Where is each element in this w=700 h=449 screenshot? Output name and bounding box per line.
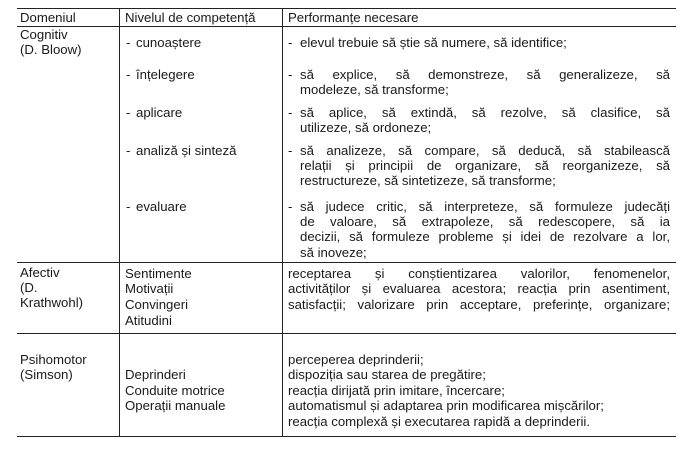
perf-evaluare-line-4: să inoveze;: [300, 245, 367, 260]
level-analiza-sinteza: analiză și sinteză: [136, 143, 237, 158]
performance-bullet: -: [288, 199, 293, 214]
cognitive-domain-author: (D. Bloow): [20, 42, 82, 57]
affective-domain-name: Afectiv: [20, 265, 60, 280]
psychomotor-domain-name: Psihomotor: [20, 352, 87, 367]
psychomotor-domain-author: (Simson): [20, 367, 73, 382]
table-top-border: [17, 8, 676, 9]
performance-bullet: -: [288, 67, 293, 82]
affective-domain-author-1: (D.: [20, 280, 38, 295]
affective-level-motivatii: Motivații: [125, 281, 174, 296]
column-divider-2: [282, 8, 283, 436]
performance-bullet: -: [288, 143, 293, 158]
perf-aplicare-line-2: utilizeze, să ordoneze;: [300, 120, 432, 135]
header-performance: Performanțe necesare: [288, 10, 419, 25]
affective-perf-line-1: receptarea și conștientizarea valorilor, fenomenelor,: [288, 266, 670, 281]
affective-level-sentimente: Sentimente: [125, 266, 192, 281]
cognitive-domain-name: Cognitiv: [20, 27, 68, 42]
psychomotor-level-operatii: Operații manuale: [125, 398, 226, 413]
cognitive-bottom-border: [17, 262, 676, 263]
header-level: Nivelul de competență: [125, 10, 256, 25]
psychomotor-level-conduite: Conduite motrice: [125, 383, 225, 398]
perf-evaluare-line-2: de valoare, să extrapoleze, să redescopere, să ia: [300, 214, 670, 229]
psychomotor-perf-line-4: automatismul și adaptarea prin modificarea mișcărilor;: [288, 398, 604, 413]
affective-level-atitudini: Atitudini: [125, 313, 172, 328]
table-bottom-border: [17, 436, 676, 437]
psychomotor-perf-line-5: reacția complexă și executarea rapidă a deprinderii.: [288, 414, 591, 429]
affective-domain-author-2: Krathwohl): [20, 295, 84, 310]
affective-level-convingeri: Convingeri: [125, 297, 189, 312]
psychomotor-perf-line-1: perceperea deprinderii;: [288, 352, 424, 367]
level-evaluare: evaluare: [136, 199, 187, 214]
level-bullet: -: [126, 143, 131, 158]
level-intelegere: înțelegere: [136, 67, 195, 82]
perf-intelegere-line-1: să explice, să demonstreze, să generalizeze, să: [300, 67, 670, 82]
header-domain: Domeniul: [20, 10, 76, 25]
perf-intelegere-line-2: modeleze, să transforme;: [300, 82, 449, 97]
perf-evaluare-line-1: să judece critic, să interpreteze, să formuleze judecăți: [300, 199, 670, 214]
affective-perf-line-2: activităților și evaluarea acestora; reacția prin asentiment,: [288, 281, 670, 296]
perf-analiza-line-2: relații și principii de organizare, să reorganizeze, să: [300, 158, 670, 173]
psychomotor-level-deprinderi: Deprinderi: [125, 367, 186, 382]
level-aplicare: aplicare: [136, 105, 183, 120]
level-bullet: -: [126, 199, 131, 214]
psychomotor-perf-line-2: dispoziția sau starea de pregătire;: [288, 367, 486, 382]
perf-analiza-line-3: restructureze, să sintetizeze, să transforme;: [300, 173, 556, 188]
psychomotor-perf-line-3: reacția dirijată prin imitare, încercare;: [288, 383, 505, 398]
perf-aplicare-line-1: să aplice, să extindă, să rezolve, să clasifice, să: [300, 105, 670, 120]
perf-analiza-line-1: să analizeze, să compare, să deducă, să stabilească: [300, 143, 670, 158]
performance-bullet: -: [288, 35, 293, 50]
perf-evaluare-line-3: decizii, să formuleze probleme și idei de rezolvare a lor,: [300, 229, 670, 244]
affective-bottom-border: [17, 333, 676, 334]
header-bottom-border: [17, 26, 676, 27]
level-cunoastere: cunoaștere: [136, 35, 202, 50]
affective-perf-line-3: satisfacții; valorizare prin acceptare, preferințe, organizare;: [288, 297, 670, 312]
perf-cunoastere-line-1: elevul trebuie să știe să numere, să identifice;: [300, 35, 567, 50]
performance-bullet: -: [288, 105, 293, 120]
level-bullet: -: [126, 35, 131, 50]
level-bullet: -: [126, 105, 131, 120]
level-bullet: -: [126, 67, 131, 82]
column-divider-1: [119, 8, 120, 436]
